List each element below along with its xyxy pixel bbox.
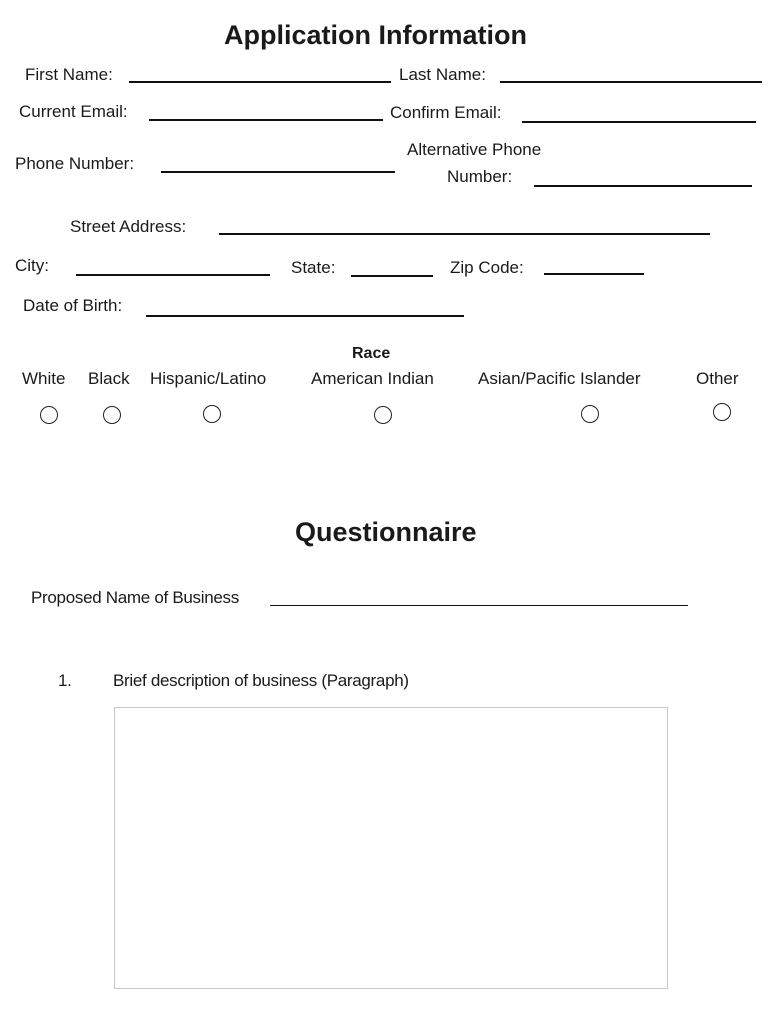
business-name-label: Proposed Name of Business xyxy=(31,588,239,607)
city-label: City: xyxy=(15,256,49,275)
zip-code-label: Zip Code: xyxy=(450,258,524,277)
dob-field[interactable] xyxy=(146,315,464,317)
confirm-email-label: Confirm Email: xyxy=(390,103,502,122)
race-radio-american-indian[interactable] xyxy=(374,406,392,424)
race-option-asian-label: Asian/Pacific Islander xyxy=(478,369,641,388)
race-radio-other[interactable] xyxy=(713,403,731,421)
race-option-american-indian-label: American Indian xyxy=(311,369,434,388)
race-radio-white[interactable] xyxy=(40,406,58,424)
first-name-field[interactable] xyxy=(129,81,391,83)
race-option-white-label: White xyxy=(22,369,66,388)
race-option-hispanic-label: Hispanic/Latino xyxy=(150,369,267,388)
state-label: State: xyxy=(291,258,336,277)
confirm-email-field[interactable] xyxy=(522,121,756,123)
street-address-field[interactable] xyxy=(219,233,710,235)
business-description-textarea[interactable] xyxy=(114,707,668,989)
race-option-black-label: Black xyxy=(88,369,130,388)
phone-field[interactable] xyxy=(161,171,395,173)
phone-label: Phone Number: xyxy=(15,154,135,173)
questionnaire-title: Questionnaire xyxy=(295,517,477,547)
zip-code-field[interactable] xyxy=(544,273,644,275)
question-1-label: Brief description of business (Paragraph) xyxy=(113,671,409,690)
race-radio-black[interactable] xyxy=(103,406,121,424)
alt-phone-field[interactable] xyxy=(534,185,752,187)
question-1-number: 1. xyxy=(58,671,72,690)
page-title: Application Information xyxy=(224,20,527,50)
alt-phone-label-number: Number: xyxy=(447,167,513,186)
city-field[interactable] xyxy=(76,274,270,276)
current-email-label: Current Email: xyxy=(19,102,128,121)
race-option-other-label: Other xyxy=(696,369,739,388)
street-address-label: Street Address: xyxy=(70,217,187,236)
dob-label: Date of Birth: xyxy=(23,296,123,315)
race-heading: Race xyxy=(352,345,391,362)
last-name-field[interactable] xyxy=(500,81,762,83)
state-field[interactable] xyxy=(351,275,433,277)
race-radio-asian[interactable] xyxy=(581,405,599,423)
race-radio-hispanic[interactable] xyxy=(203,405,221,423)
first-name-label: First Name: xyxy=(25,65,113,84)
current-email-field[interactable] xyxy=(149,119,383,121)
business-name-field[interactable] xyxy=(270,605,688,606)
last-name-label: Last Name: xyxy=(399,65,486,84)
alt-phone-label: Alternative Phone xyxy=(407,140,542,159)
